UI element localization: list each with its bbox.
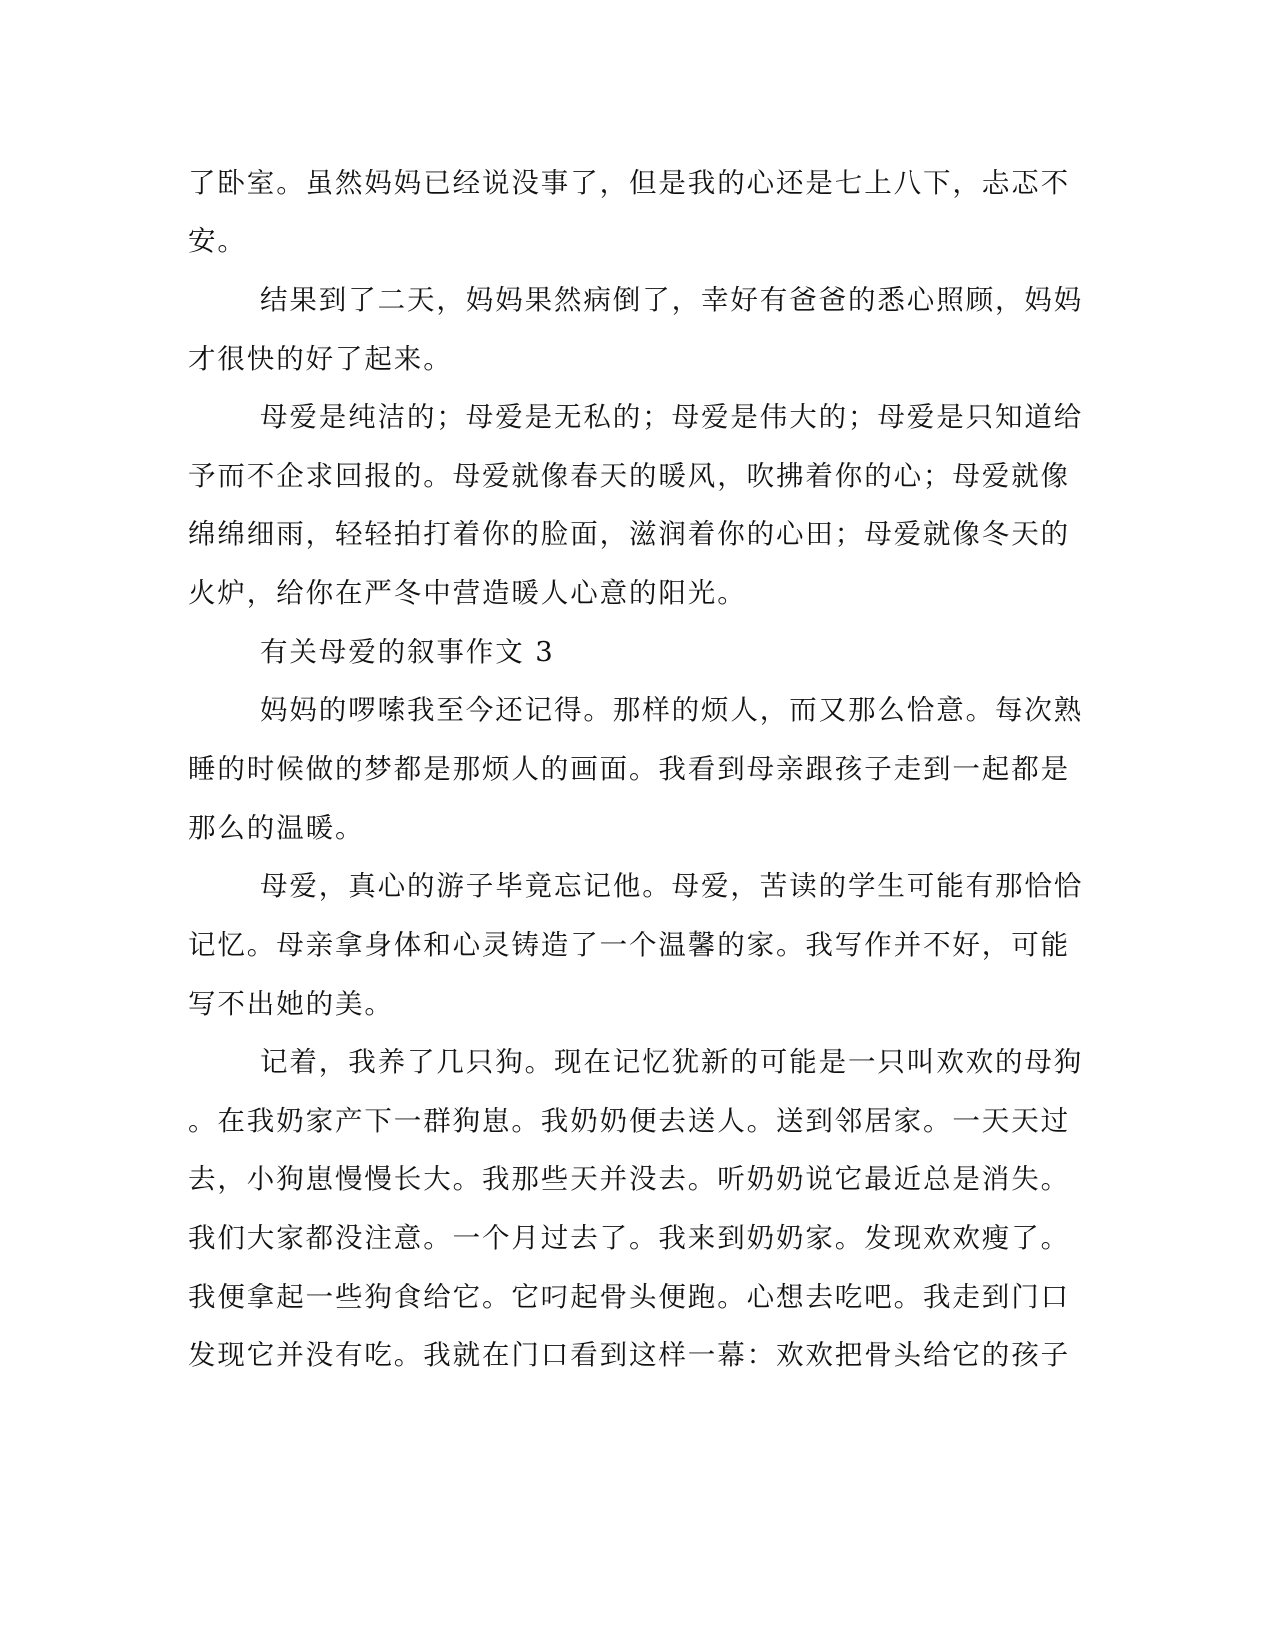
text-line: 我便拿起一些狗食给它。它叼起骨头便跑。心想去吃吧。我走到门口: [188, 1281, 1070, 1313]
text-line: 那么的温暖。: [188, 812, 365, 844]
text-line: 去，小狗崽慢慢长大。我那些天并没去。听奶奶说它最近总是消失。: [188, 1163, 1070, 1195]
text-line: 安。: [188, 225, 247, 257]
text-line: 记忆。母亲拿身体和心灵铸造了一个温馨的家。我写作并不好，可能: [188, 929, 1070, 961]
text-line: 发现它并没有吃。我就在门口看到这样一幕：欢欢把骨头给它的孩子: [188, 1339, 1070, 1371]
text-line: 予而不企求回报的。母爱就像春天的暖风，吹拂着你的心；母爱就像: [188, 460, 1070, 492]
section-heading: 有关母爱的叙事作文 3: [260, 636, 555, 668]
paragraph-start-line: 母爱是纯洁的；母爱是无私的；母爱是伟大的；母爱是只知道给: [260, 401, 1084, 433]
text-line: 了卧室。虽然妈妈已经说没事了，但是我的心还是七上八下，忐忑不: [188, 167, 1070, 199]
text-line: 火炉，给你在严冬中营造暖人心意的阳光。: [188, 577, 747, 609]
text-line: 我们大家都没注意。一个月过去了。我来到奶奶家。发现欢欢瘦了。: [188, 1222, 1070, 1254]
paragraph-start-line: 母爱，真心的游子毕竟忘记他。母爱，苦读的学生可能有那恰恰: [260, 870, 1084, 902]
text-line: 。在我奶家产下一群狗崽。我奶奶便去送人。送到邻居家。一天天过: [188, 1105, 1070, 1137]
text-line: 睡的时候做的梦都是那烦人的画面。我看到母亲跟孩子走到一起都是: [188, 753, 1070, 785]
text-line: 写不出她的美。: [188, 988, 394, 1020]
text-line: 才很快的好了起来。: [188, 343, 453, 375]
text-line: 绵绵细雨，轻轻拍打着你的脸面，滋润着你的心田；母爱就像冬天的: [188, 518, 1070, 550]
paragraph-start-line: 记着，我养了几只狗。现在记忆犹新的可能是一只叫欢欢的母狗: [260, 1046, 1084, 1078]
paragraph-start-line: 妈妈的啰嗦我至今还记得。那样的烦人，而又那么恰意。每次熟: [260, 694, 1084, 726]
paragraph-start-line: 结果到了二天，妈妈果然病倒了，幸好有爸爸的悉心照顾，妈妈: [260, 284, 1084, 316]
